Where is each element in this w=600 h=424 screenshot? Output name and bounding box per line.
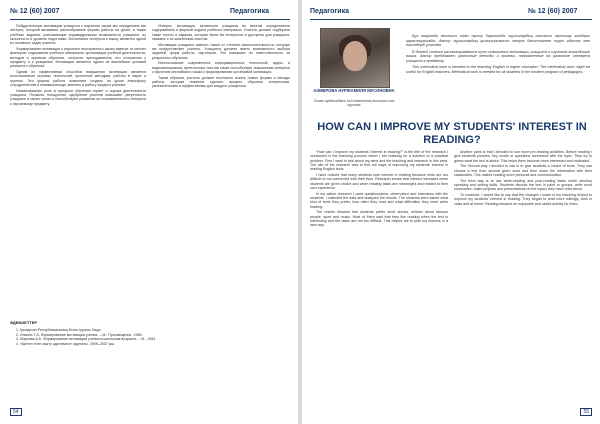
- reference-item: 3. Маркова А.К. Формирование мотивации учения в школьном возрасте. – М., 1983.: [16, 337, 157, 342]
- paragraph: Формирование мотивации к изучению иностранного языка зависит от многих факторов: содержания учебного материала, организации учебной деятельности, методов и приемов обучения, личности преподавателя, его отношения к предмету и к учащимся. Мотивация является одним из важнейших условий успешного обучения.: [10, 46, 146, 69]
- author-photo: [320, 28, 390, 88]
- left-page-issue: № 12 (60) 2007: [10, 8, 60, 15]
- paragraph: Одним из эффективных способов повышения мотивации является использование игровых технологий, проектной методики, работы в парах и группах. Эти формы работы позволяют создать на уроке атмосферу сотрудничества и взаимопомощи, вовлечь в работу каждого ученика.: [10, 69, 146, 87]
- paragraph: "How can I improve my students' interest in reading?" is the title of the research I conducted in the teaching process which I am realizing for a solution to a practical problem. First I want to talk about my aims and the teaching and research in this area. The aim of the research was to find out ways of improving my students' interest in reading English texts.: [310, 150, 448, 172]
- abstract-block: [406, 34, 590, 76]
- right-page-issue: № 12 (60) 2007: [528, 8, 578, 15]
- paragraph: Побудительную мотивацию учащихся к изучению языка мы определяем как интерес, который вызывают разнообразные формы работы на уроке, а также учебные задания, учитывающие индивидуальные возможности учащихся, их склонности и уровень подготовки. Воспитание интереса к языку является одной из основных задач учителя.: [10, 24, 146, 46]
- paragraph: The results showed that students prefer short stories, articles about famous people, sport and music. Most of them said that they like reading when the text is interesting and the tasks are not too difficult. This helped me to plan my lessons in a new way.: [310, 210, 448, 228]
- left-header-rule: [10, 19, 290, 20]
- paragraph: In my action research I used questionnaires, observation and interviews with the students. I collected the data and analyzed the results. The students were asked what kind of texts they prefer, how often they read and what difficulties they meet while reading.: [310, 191, 448, 209]
- right-column-1: [310, 150, 448, 402]
- paragraph: Another point is that I decided to use more pre-reading activities. Before reading I give students pictures, key words or questions connected with the topic. They try to guess what the text is about. This helps them become more interested and motivated.: [454, 150, 592, 163]
- paragraph: Интерес, мотивация, активность учащихся во многом определяются содержанием и формой подачи учебного материала. Учитель должен подбирать такие тексты и задания, которые были бы интересны и доступны для учащихся, связаны с их жизненным опытом.: [152, 24, 290, 41]
- left-page: [0, 0, 298, 424]
- paragraph: Немаловажную роль в процессе обучения играет и оценка деятельности учащихся. Похвала, поощрение, одобрение успехов повышают уверенность учащихся в своих силах и способствуют развитию их познавательного интереса к изучаемому предмету.: [10, 88, 146, 106]
- reference-item: 1. Қазақстан Республикасының Білім туралы Заңы.: [16, 328, 102, 332]
- abstract-en: This methodical work is devoted to the teaching English in higher education. The methodical work might be useful for English teachers. Methodical work is needed for all students in the modern program of pedagogics.: [406, 65, 590, 74]
- right-header-rule: [310, 19, 592, 20]
- references-list: [10, 328, 286, 346]
- author-name: АХМЕРОВА НУРЖАМИЛЯ МУСИНОВНА: [313, 88, 395, 93]
- paragraph: Мотивация учащихся зависит также от степени самостоятельности, которую им предоставляет учитель. Учащиеся должны иметь возможность выбора заданий, форм работы, партнеров. Это повышает их ответственность за результаты обучения.: [152, 42, 290, 60]
- author-affiliation: Осман ауданындағы №5 мектептің ағылшын тілі мұғалімі: [313, 99, 395, 108]
- references-title: ӘДЕБИЕТТЕР: [10, 320, 38, 325]
- reference-item: 2. Ильина Т.А. Формирование мотивации учения. – М.: Просвещение, 1985.: [16, 332, 143, 337]
- abstract-ru: В данной статье рассматриваются пути повышения мотивации учащихся к изучению английского языка. Автор предлагает различные методы и приемы, направленные на развитие интереса учащихся к предмету.: [406, 49, 590, 63]
- left-column-2: [152, 24, 290, 302]
- paragraph: Использование современных информационных технологий, аудио- и видеоматериалов, аутентичных текстов также способствует повышению интереса к изучению английского языка и формированию устойчивой мотивации.: [152, 61, 290, 74]
- right-column-2: [454, 150, 592, 402]
- right-page-number: 55: [580, 408, 592, 416]
- left-column-1: [10, 24, 146, 302]
- paragraph: I have noticed that many students lose interest in reading because texts are too difficult or not connected with their lives. Research shows that interest increases when students are given choice and when reading tasks are meaningful and related to their own experience.: [310, 172, 448, 190]
- paragraph: The third way is to use while-reading and post-reading tasks which develop speaking and writing skills. Students discuss the text in pairs or groups, write short summaries, make projects and presentations on the topics they have read about.: [454, 178, 592, 192]
- right-page: [302, 0, 600, 424]
- left-page-number: 54: [10, 408, 22, 416]
- abstract-kz: Бұл мақалада ағылшын тілін оқыту барысында оқушылардың ынтасын арттыру жолдары қарастырылады. Автор оқушылардың қызығушылығын оятуға бағытталған түрлі әдістер мен тәсілдерді ұсынады.: [406, 34, 590, 47]
- paragraph: The Second way I decided to use is to give students a choice of texts. They can choose a text from several given ones and then share the information with their classmates. This makes reading more personal and communicative.: [454, 164, 592, 177]
- paragraph: To conclude, I would like to say that the changes I made in my teaching helped to improve my students' interest in reading. They began to read more willingly, both in class and at home. Reading became an enjoyable and useful activity for them.: [454, 193, 592, 206]
- article-title: HOW CAN I IMPROVE MY STUDENTS' INTEREST IN READING?: [317, 121, 587, 146]
- left-page-section: Педагогика: [230, 8, 269, 15]
- paragraph: Таким образом, учитель должен постоянно искать новые формы и методы работы, которые позволят сделать процесс обучения интересным, увлекательным и эффективным для каждого учащегося.: [152, 75, 290, 89]
- reference-item: 4. «Шетел тілін оқыту әдістемесі» журналы, 2006–2007 жж.: [16, 341, 115, 346]
- right-page-section: Педагогика: [310, 8, 349, 15]
